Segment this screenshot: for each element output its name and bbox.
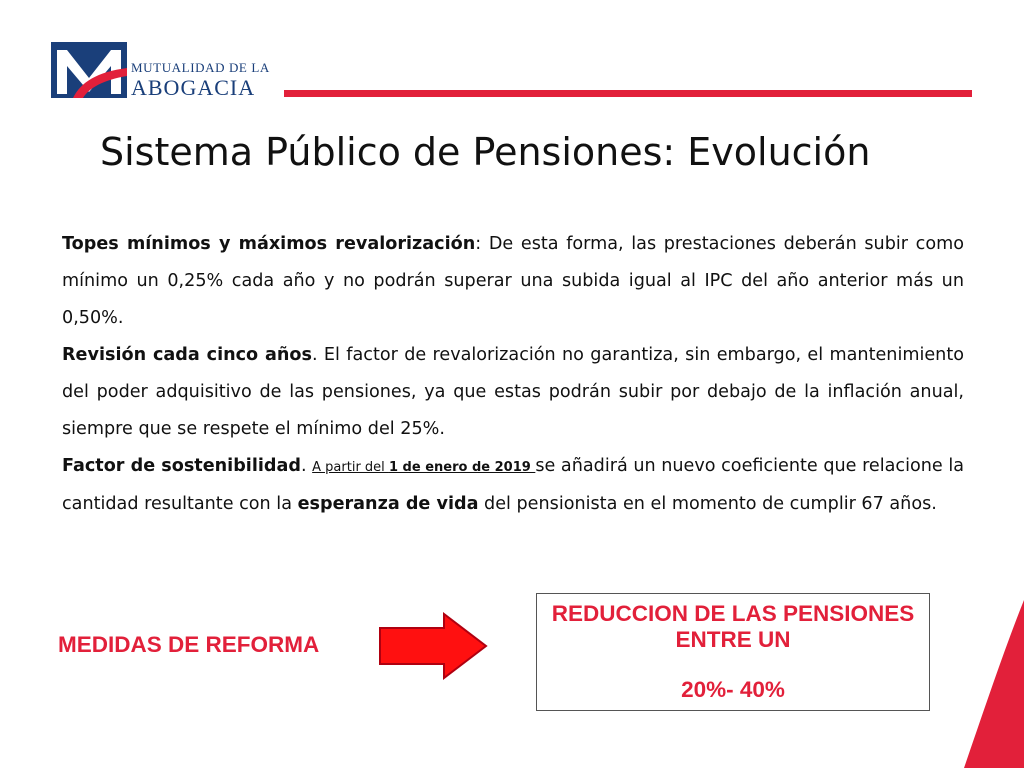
logo-line-1: MUTUALIDAD DE LA xyxy=(131,60,270,75)
factor-text: se añadirá un nuevo coeficiente que relacione la cantidad resultante con la xyxy=(62,456,964,514)
factor-underlined-date: 1 de enero de 2019 xyxy=(388,460,536,475)
reform-label: MEDIDAS DE REFORMA xyxy=(58,632,320,657)
topes-text: De esta forma, las prestaciones deberán subir como mínimo un 0,25% cada año y no podrán superar una subida igual al IPC del año anterior más un 0,50%. xyxy=(62,234,964,328)
factor-underlined-intro: A partir del xyxy=(312,460,389,475)
header-red-bar xyxy=(284,90,972,97)
result-box-heading: REDUCCION DE LAS PENSIONES ENTRE UN xyxy=(551,601,915,652)
factor-heading: Factor de sostenibilidad xyxy=(62,456,301,476)
paragraph-factor xyxy=(62,448,964,523)
revision-heading: Revisión cada cinco años xyxy=(62,345,312,365)
factor-sep: . xyxy=(300,456,313,476)
logo xyxy=(51,42,270,102)
corner-decoration xyxy=(954,600,1024,768)
paragraph-topes xyxy=(62,226,964,337)
topes-heading: Topes mínimos y máximos revalorización xyxy=(62,234,476,254)
topes-sep: : xyxy=(475,234,482,254)
logo-mark-icon xyxy=(51,42,127,98)
revision-sep: . xyxy=(311,345,318,365)
result-box xyxy=(536,593,930,711)
arrow-right-icon xyxy=(378,612,490,680)
revision-text: El factor de revalorización no garantiza, sin embargo, el mantenimiento del poder adquisitivo de las pensiones, ya que estas podrán subir por debajo de la inflación anual, siempre que se respete el mínimo del 25%. xyxy=(62,345,964,439)
factor-bold-term: esperanza de vida xyxy=(297,494,479,514)
paragraph-revision xyxy=(62,337,964,448)
result-box-range: 20%- 40% xyxy=(681,677,785,702)
body-text xyxy=(62,226,964,523)
factor-text-end: del pensionista en el momento de cumplir 67 años. xyxy=(478,494,937,514)
logo-line-2: ABOGACIA xyxy=(131,75,256,100)
page-title: Sistema Público de Pensiones: Evolución xyxy=(100,130,871,174)
